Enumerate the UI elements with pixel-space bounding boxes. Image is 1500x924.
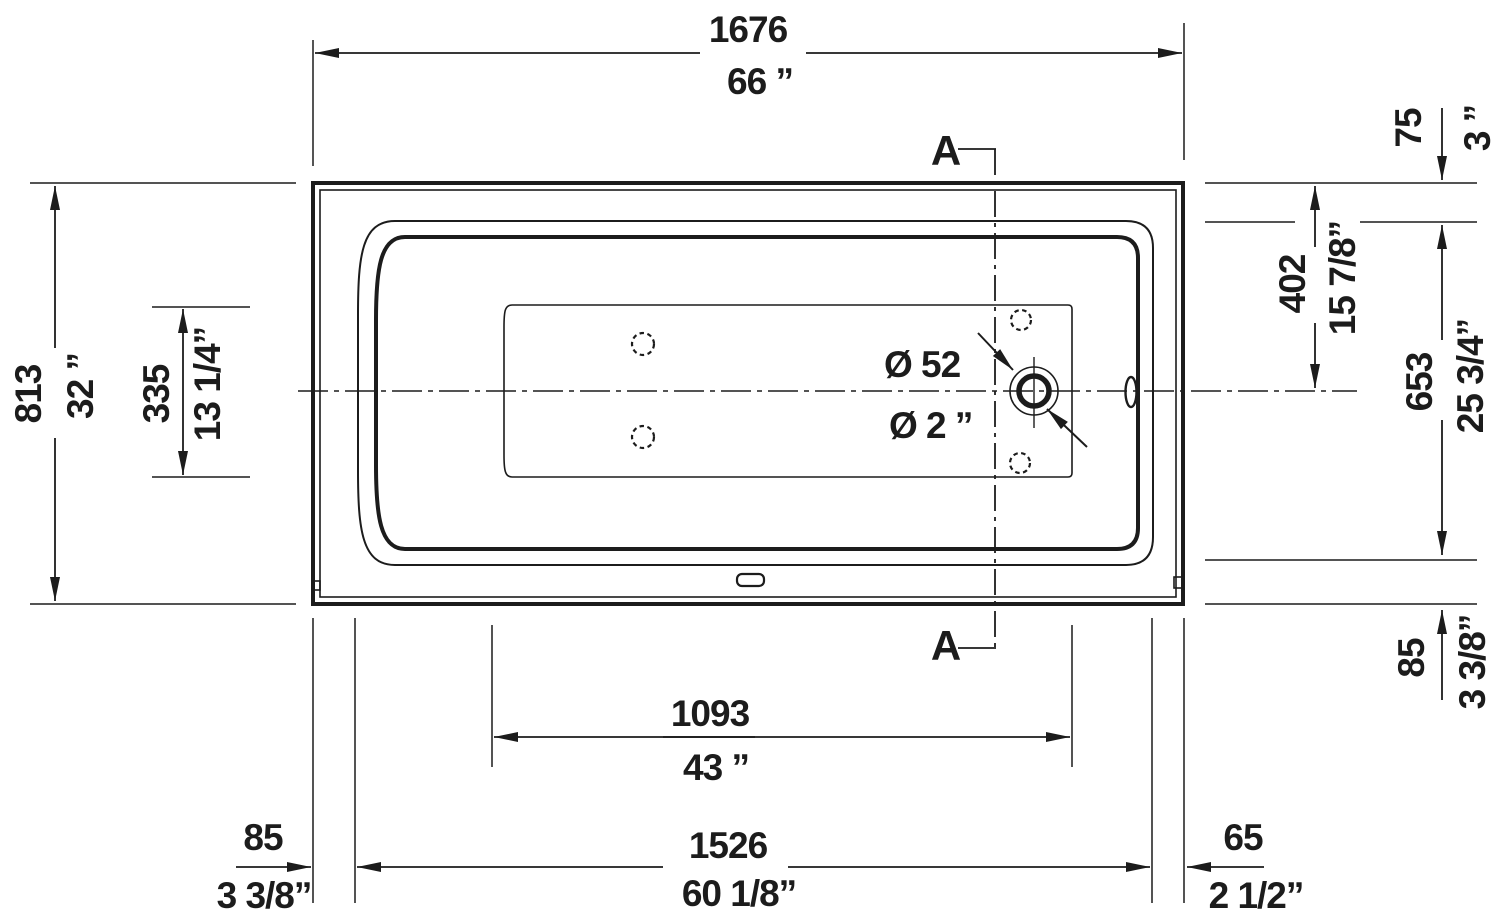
label-basin-width-inch: 25 3/4” [1449, 318, 1491, 434]
label-drain-from-top-mm: 402 [1271, 254, 1313, 314]
label-floor-length-mm: 1093 [670, 693, 750, 734]
label-floor-length-inch: 43 ” [683, 747, 749, 788]
label-basin-width-mm: 653 [1398, 352, 1440, 412]
label-deck-bottom-inch: 3 3/8” [1451, 614, 1493, 710]
section-marker-bottom: A [930, 622, 962, 669]
section-marker-top: A [930, 127, 962, 174]
label-drain-diameter-mm: Ø 52 [884, 344, 961, 385]
overflow-slot [1126, 377, 1137, 407]
tub-outer-edge [313, 183, 1183, 604]
deck-grip-detail [737, 574, 764, 586]
drain-leader-arrow [1047, 409, 1087, 447]
label-drain-diameter-inch: Ø 2 ” [889, 405, 973, 446]
mount-hole-mark [1011, 310, 1031, 330]
label-overall-width-inch: 32 ” [59, 353, 101, 419]
mount-hole-mark [632, 426, 654, 448]
label-deck-left-inch: 3 3/8” [216, 875, 312, 916]
label-overall-length-inch: 66 ” [727, 61, 793, 102]
label-deck-top-mm: 75 [1387, 108, 1429, 148]
label-deck-right-mm: 65 [1223, 817, 1263, 858]
label-deck-right-inch: 2 1/2” [1208, 875, 1304, 916]
extension-lines-group [30, 23, 1477, 903]
label-basin-length-inch: 60 1/8” [681, 873, 797, 914]
tub-outline-group [313, 183, 1183, 604]
label-overall-width-mm: 813 [7, 364, 49, 424]
label-overall-length-mm: 1676 [708, 9, 788, 50]
label-basin-length-mm: 1526 [688, 825, 768, 866]
label-deck-bottom-mm: 85 [1390, 638, 1432, 678]
label-deck-left-mm: 85 [243, 817, 283, 858]
reference-lines-group [298, 149, 1357, 648]
label-deck-top-inch: 3 ” [1456, 104, 1498, 152]
apron-clip-right [1174, 577, 1182, 588]
mount-hole-mark [632, 333, 654, 355]
label-floor-width-inch: 13 1/4” [186, 326, 228, 442]
mount-hole-mark [1010, 453, 1030, 473]
labels-group [8, 9, 1498, 916]
basin-rim-inner [376, 237, 1138, 549]
label-drain-from-top-inch: 15 7/8” [1321, 220, 1363, 336]
dimension-lines-group [55, 53, 1442, 867]
label-floor-width-mm: 335 [135, 364, 177, 424]
